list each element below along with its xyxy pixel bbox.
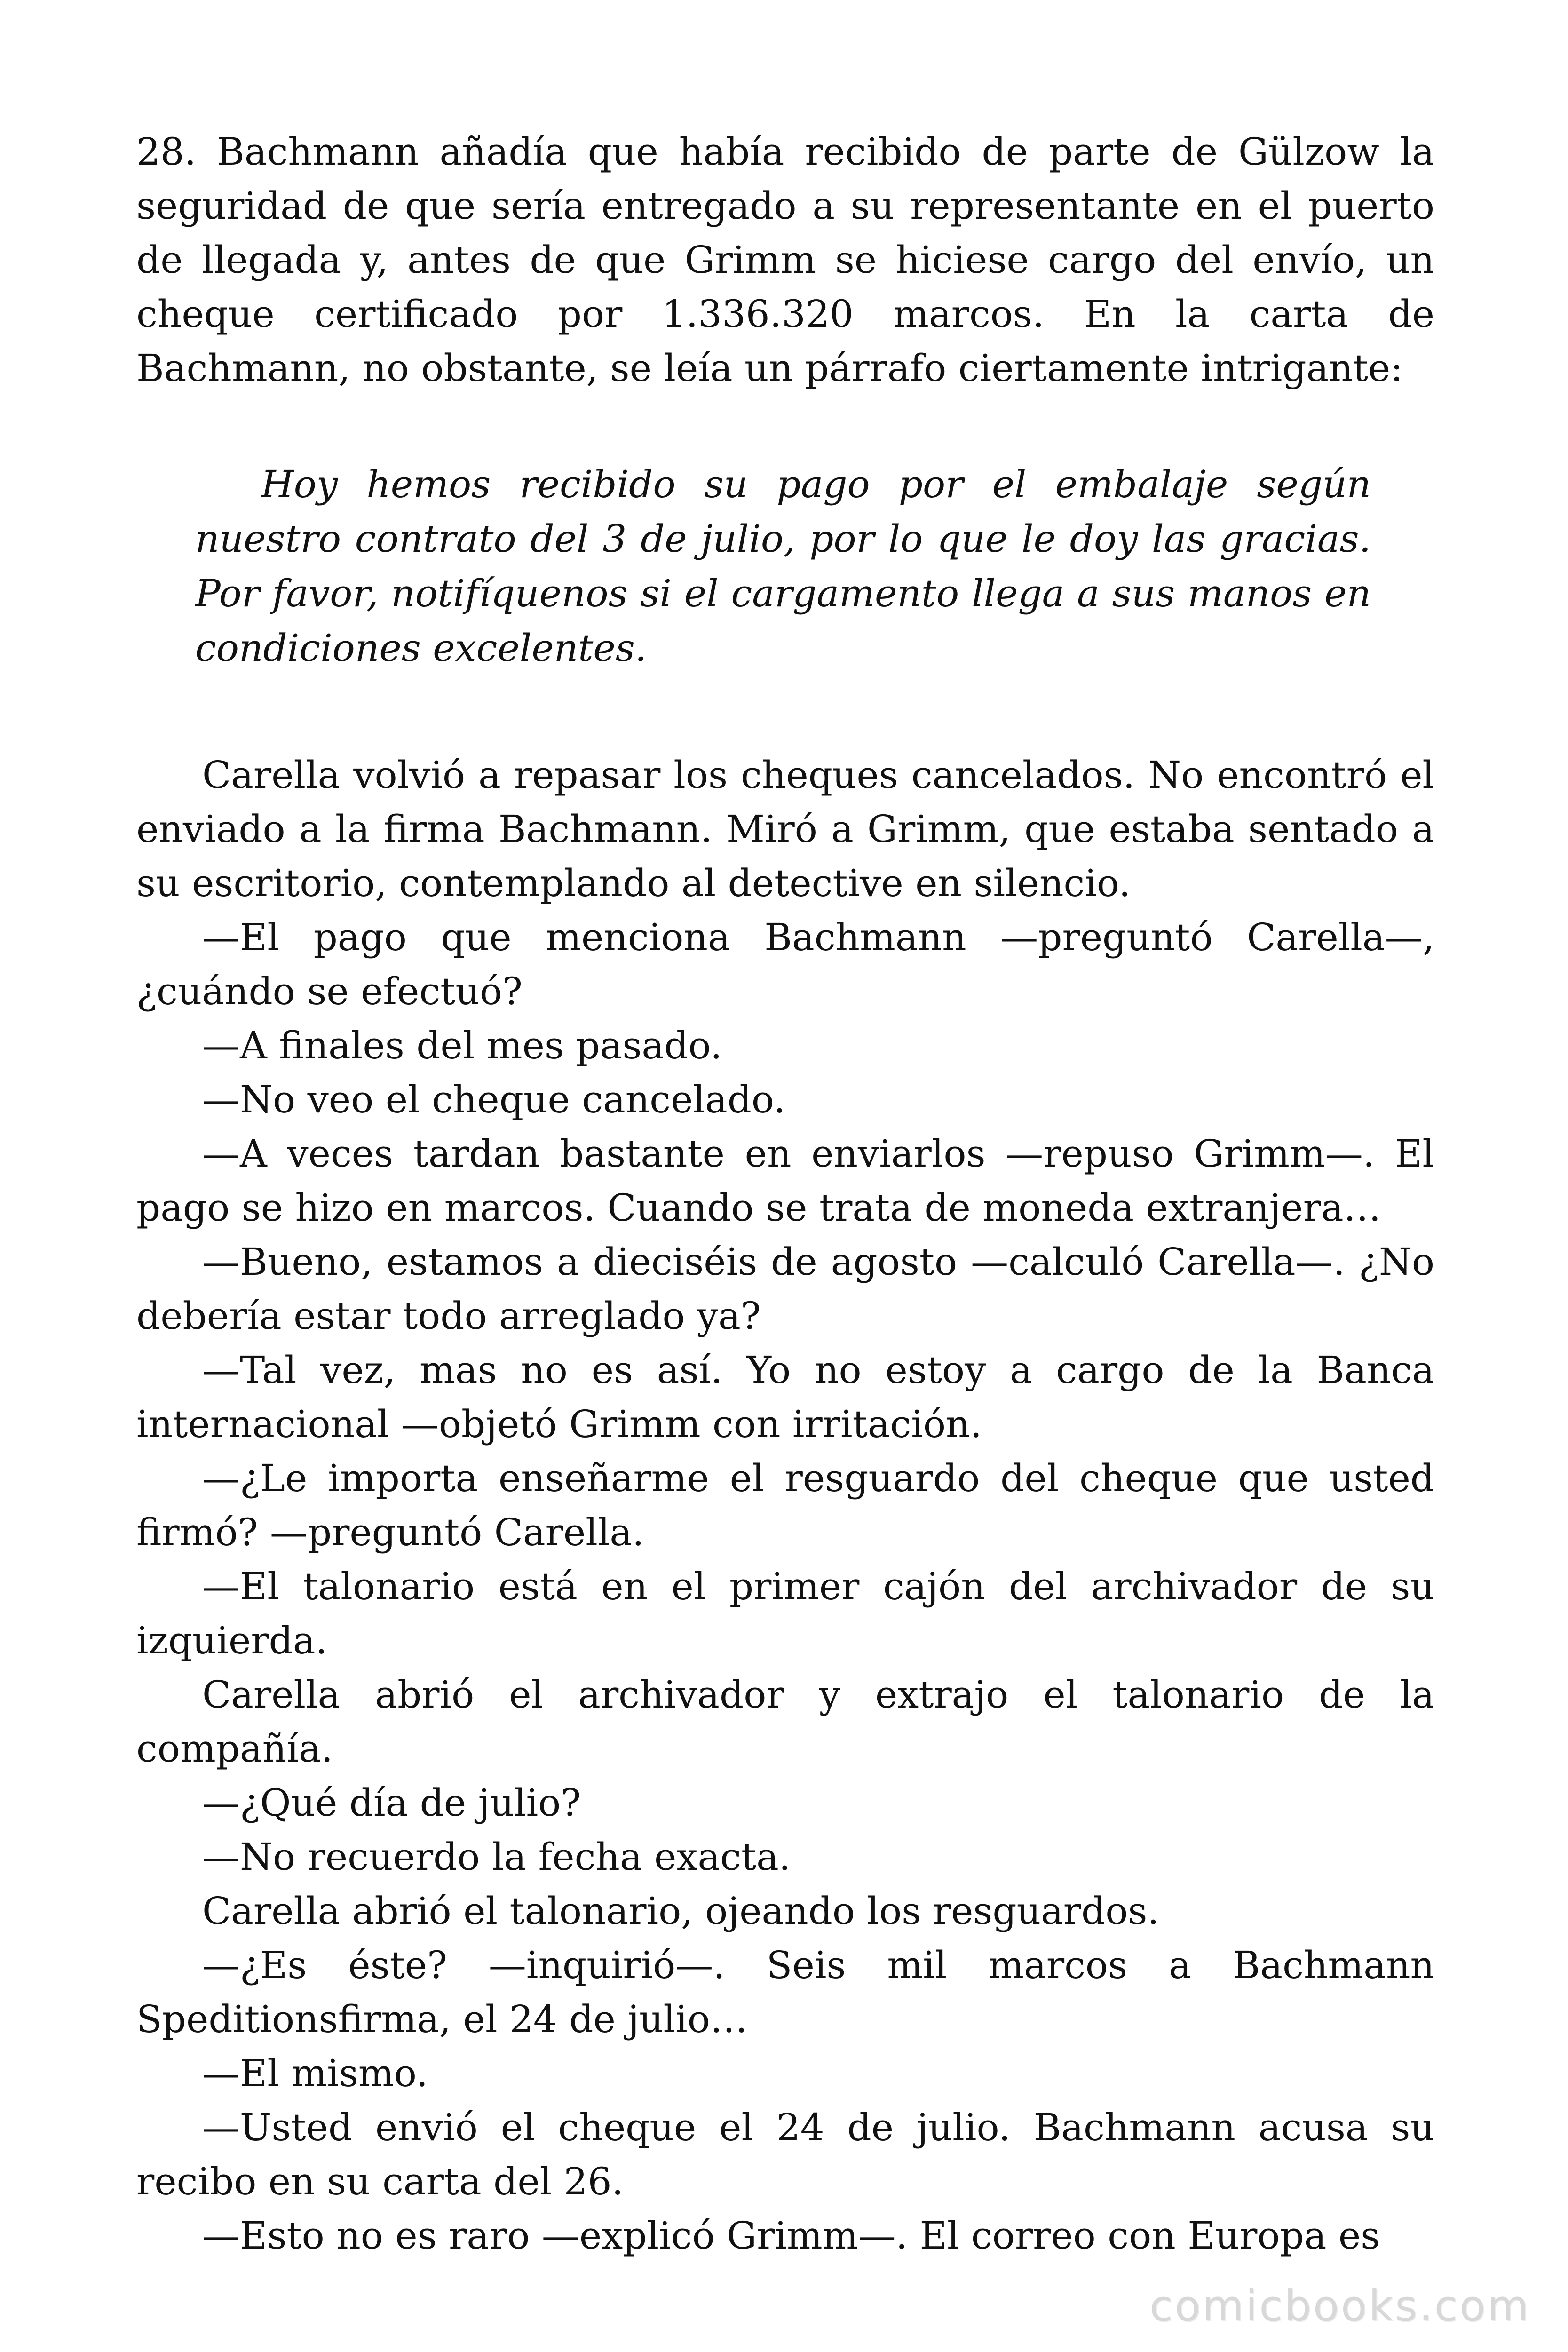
letter-quote: Hoy hemos recibido su pago por el embalaje según nuestro contrato del 3 de julio, por lo que le doy las gracias. Por favor, notifíquenos si el cargamento llega a sus manos en condiciones excelentes. [195, 462, 1371, 670]
paragraph: —No veo el cheque cancelado. [202, 1078, 786, 1121]
paragraph: —Bueno, estamos a dieciséis de agosto —calculó Carella—. ¿No debería estar todo arreglado ya? [136, 1240, 1434, 1338]
paragraph: —Tal vez, mas no es así. Yo no estoy a cargo de la Banca internacional —objetó Grimm con irritación. [136, 1348, 1434, 1446]
paragraph: Carella abrió el talonario, ojeando los resguardos. [202, 1889, 1159, 1933]
paragraph: —¿Qué día de julio? [202, 1781, 581, 1825]
paragraph: —El pago que menciona Bachmann —preguntó Carella—, ¿cuándo se efectuó? [136, 915, 1434, 1013]
letter-quote-block [195, 457, 1371, 675]
paragraph: —Usted envió el cheque el 24 de julio. Bachmann acusa su recibo en su carta del 26. [136, 2106, 1434, 2203]
paragraph: —¿Le importa enseñarme el resguardo del cheque que usted firmó? —preguntó Carella. [136, 1456, 1434, 1554]
paragraph: —A finales del mes pasado. [202, 1024, 722, 1067]
paragraph: —Esto no es raro —explicó Grimm—. El correo con Europa es [202, 2214, 1380, 2257]
paragraph: Carella abrió el archivador y extrajo el talonario de la compañía. [136, 1673, 1434, 1771]
opening-paragraph-block [136, 125, 1434, 395]
paragraph: —No recuerdo la fecha exacta. [202, 1835, 791, 1879]
body-text [136, 748, 1434, 2263]
watermark: comicbooks.com [1149, 2281, 1530, 2331]
paragraph: —A veces tardan bastante en enviarlos —repuso Grimm—. El pago se hizo en marcos. Cuando se trata de moneda extranjera… [136, 1132, 1434, 1230]
paragraph: Carella volvió a repasar los cheques cancelados. No encontró el enviado a la firma Bachmann. Miró a Grimm, que estaba sentado a su escritorio, contemplando al detective en silencio. [136, 753, 1434, 905]
opening-paragraph: 28. Bachmann añadía que había recibido de parte de Gülzow la seguridad de que sería entregado a su representante en el puerto de llegada y, antes de que Grimm se hiciese cargo del envío, un cheque certificado por 1.336.320 marcos. En la carta de Bachmann, no obstante, se leía un párrafo ciertamente intrigante: [136, 130, 1434, 390]
paragraph: —El mismo. [202, 2051, 428, 2095]
paragraph: —El talonario está en el primer cajón del archivador de su izquierda. [136, 1565, 1434, 1662]
paragraph: —¿Es éste? —inquirió—. Seis mil marcos a Bachmann Speditionsfirma, el 24 de julio… [136, 1943, 1434, 2041]
